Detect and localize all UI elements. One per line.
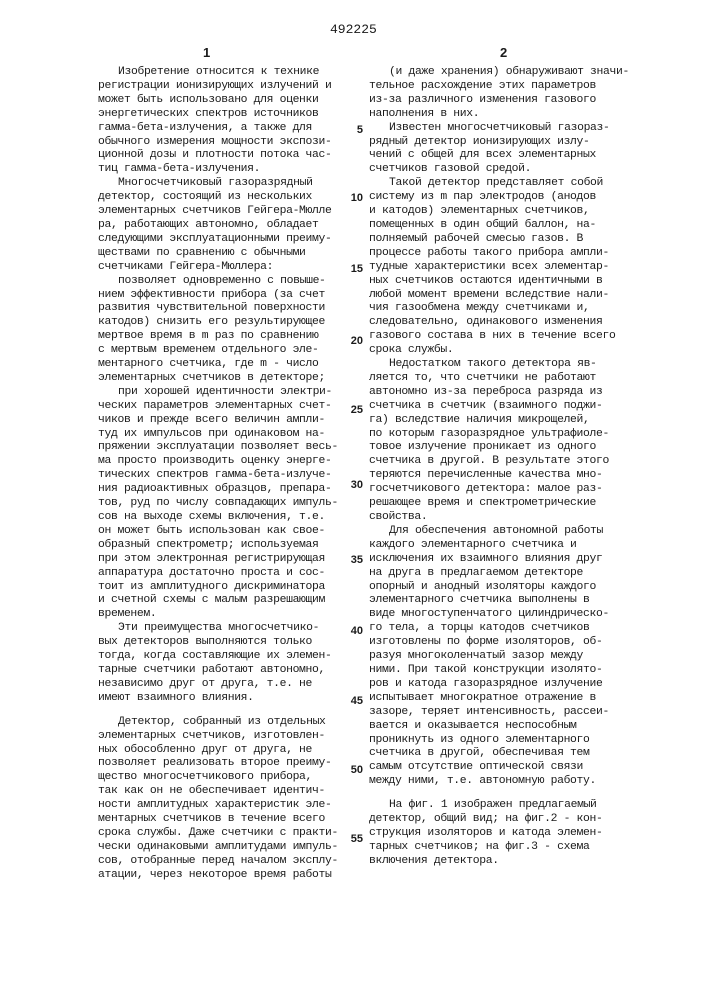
text-line: га) вследствие наличия микрощелей, <box>369 414 629 428</box>
text-line: тиц гамма-бета-излучения. <box>98 163 342 177</box>
text-line: тарные счетчики работают автономно, <box>98 664 342 678</box>
text-line: ними. При такой конструкции изолято- <box>369 664 629 678</box>
text-line: ности амплитудных характеристик эле- <box>98 799 342 813</box>
paragraph <box>98 275 342 386</box>
text-line: ных счетчиков остаются идентичными в <box>369 275 629 289</box>
text-line: развития чувствительной поверхности <box>98 302 342 316</box>
line-number: 40 <box>347 625 363 637</box>
text-line: систему из m пар электродов (анодов <box>369 191 629 205</box>
page-number-right: 2 <box>500 45 507 60</box>
paragraph <box>98 716 342 883</box>
paragraph <box>369 122 629 178</box>
text-line: и катодов) элементарных счетчиков, <box>369 205 629 219</box>
text-line: детектор, общий вид; на фиг.2 - кон- <box>369 813 629 827</box>
line-number: 20 <box>347 335 363 347</box>
text-line: Изобретение относится к технике <box>98 66 342 80</box>
text-line: Известен многосчетчиковый газораз- <box>369 122 629 136</box>
paragraph <box>98 386 342 622</box>
text-line: Для обеспечения автономной работы <box>369 525 629 539</box>
text-line: следующими эксплуатационными преиму- <box>98 233 342 247</box>
text-line: ния радиоактивных образцов, препара- <box>98 483 342 497</box>
text-line: ществами по сравнению с обычными <box>98 247 342 261</box>
text-line: атации, через некоторое время работы <box>98 869 342 883</box>
text-line: позволяет реализовать второе преиму- <box>98 757 342 771</box>
text-line: чия газообмена между счетчиками и, <box>369 302 629 316</box>
text-line: и счетной схемы с малым разрешающим <box>98 594 342 608</box>
text-line: сов на выходе схемы включения, т.е. <box>98 511 342 525</box>
text-line: временем. <box>98 608 342 622</box>
text-line: обычного измерения мощности экспози- <box>98 136 342 150</box>
text-line: тогда, когда составляющие их элемен- <box>98 650 342 664</box>
text-line: ров и катода газоразрядное излучение <box>369 678 629 692</box>
text-line: товое излучение проникает из одного <box>369 441 629 455</box>
text-line: счетчиками Гейгера-Мюллера: <box>98 261 342 275</box>
text-line: разуя многоколенчатый зазор между <box>369 650 629 664</box>
text-line: Детектор, собранный из отдельных <box>98 716 342 730</box>
text-line: самым отсутствие оптической связи <box>369 761 629 775</box>
line-number: 5 <box>347 124 363 136</box>
text-line: ляется то, что счетчики не работают <box>369 372 629 386</box>
paragraph <box>369 177 629 358</box>
text-line: тудные характеристики всех элементар- <box>369 261 629 275</box>
text-line: газового состава в них в течение всего <box>369 330 629 344</box>
text-line: на друга в предлагаемом детекторе <box>369 567 629 581</box>
text-line: так как он не обеспечивает идентич- <box>98 785 342 799</box>
text-line: тов, руд по числу совпадающих импуль- <box>98 497 342 511</box>
text-line: при хорошей идентичности электри- <box>98 386 342 400</box>
text-line: Такой детектор представляет собой <box>369 177 629 191</box>
text-line: (и даже хранения) обнаруживают значи- <box>369 66 629 80</box>
text-line: опорный и анодный изоляторы каждого <box>369 581 629 595</box>
paragraph <box>369 799 629 869</box>
text-line: вается и оказывается неспособным <box>369 720 629 734</box>
text-line: зазоре, теряет интенсивность, рассеи- <box>369 706 629 720</box>
text-line: туд их импульсов при одинаковом на- <box>98 428 342 442</box>
left-text-column <box>98 66 342 883</box>
text-line: виде многоступенчатого цилиндрическо- <box>369 608 629 622</box>
line-number: 45 <box>347 695 363 707</box>
text-line: тарных счетчиков; на фиг.3 - схема <box>369 841 629 855</box>
text-line: независимо друг от друга, т.е. не <box>98 678 342 692</box>
text-line: щество многосчетчикового прибора, <box>98 771 342 785</box>
text-line: с мертвым временем отдельного эле- <box>98 344 342 358</box>
paragraph <box>98 66 342 177</box>
text-line: имеют взаимного влияния. <box>98 692 342 706</box>
line-number: 55 <box>347 833 363 845</box>
text-line: проникнуть из одного элементарного <box>369 734 629 748</box>
text-line: образный спектрометр; используемая <box>98 539 342 553</box>
text-line: чений с общей для всех элементарных <box>369 149 629 163</box>
text-line: счетчиков газовой средой. <box>369 163 629 177</box>
text-line: срока службы. <box>369 344 629 358</box>
text-line: из-за различного изменения газового <box>369 94 629 108</box>
text-line: госчетчикового детектора: малое раз- <box>369 483 629 497</box>
text-line: регистрации ионизирующих излучений и <box>98 80 342 94</box>
paragraph <box>369 358 629 525</box>
text-line: счетчика в другой. В результате этого <box>369 455 629 469</box>
text-line: тельное расхождение этих параметров <box>369 80 629 94</box>
text-line: автономно из-за переброса разряда из <box>369 386 629 400</box>
text-line: ментарного счетчика, где m - число <box>98 358 342 372</box>
text-line: элементарных счетчиков, изготовлен- <box>98 730 342 744</box>
text-line: изготовлены по форме изоляторов, об- <box>369 636 629 650</box>
text-line: процессе работы такого прибора ампли- <box>369 247 629 261</box>
line-number: 15 <box>347 263 363 275</box>
text-line: го тела, а торцы катодов счетчиков <box>369 622 629 636</box>
line-number: 30 <box>347 479 363 491</box>
text-line: следовательно, одинакового изменения <box>369 316 629 330</box>
text-line: тоит из амплитудного дискриминатора <box>98 581 342 595</box>
line-number: 50 <box>347 764 363 776</box>
text-line: позволяет одновременно с повыше- <box>98 275 342 289</box>
page-number-left: 1 <box>203 45 210 60</box>
text-line: На фиг. 1 изображен предлагаемый <box>369 799 629 813</box>
text-line: сов, отобранные перед началом эксплу- <box>98 855 342 869</box>
paragraph <box>98 177 342 274</box>
text-line: чиков и прежде всего величин ампли- <box>98 414 342 428</box>
text-line: ра, работающих автономно, обладает <box>98 219 342 233</box>
text-line: полняемый рабочей смесью газов. В <box>369 233 629 247</box>
text-line: энергетических спектров источников <box>98 108 342 122</box>
text-line: рядный детектор ионизирующих излу- <box>369 136 629 150</box>
text-line: теряются перечисленные качества мно- <box>369 469 629 483</box>
line-number: 10 <box>347 192 363 204</box>
line-number: 35 <box>347 554 363 566</box>
paragraph-gap <box>369 789 629 799</box>
text-line: срока службы. Даже счетчики с практи- <box>98 827 342 841</box>
text-line: элементарных счетчиков Гейгера-Мюлле <box>98 205 342 219</box>
text-line: свойства. <box>369 511 629 525</box>
text-line: элементарных счетчиков в детекторе; <box>98 372 342 386</box>
text-line: счетчика в другой, обеспечивая тем <box>369 747 629 761</box>
text-line: помещенных в один общий баллон, на- <box>369 219 629 233</box>
line-number: 25 <box>347 404 363 416</box>
text-line: между ними, т.е. автономную работу. <box>369 775 629 789</box>
right-text-column <box>369 66 629 869</box>
document-number: 492225 <box>330 22 377 37</box>
text-line: ческих параметров элементарных счет- <box>98 400 342 414</box>
text-line: аппаратура достаточно проста и сос- <box>98 567 342 581</box>
text-line: наполнения в них. <box>369 108 629 122</box>
text-line: вых детекторов выполняются только <box>98 636 342 650</box>
text-line: счетчика в счетчик (взаимного поджи- <box>369 400 629 414</box>
text-line: катодов) снизить его результирующее <box>98 316 342 330</box>
text-line: тических спектров гамма-бета-излуче- <box>98 469 342 483</box>
paragraph-gap <box>98 706 342 716</box>
text-line: испытывает многократное отражение в <box>369 692 629 706</box>
text-line: ных обособленно друг от друга, не <box>98 744 342 758</box>
text-line: любой момент времени вследствие нали- <box>369 289 629 303</box>
text-line: ционной дозы и плотности потока час- <box>98 149 342 163</box>
paragraph <box>369 66 629 122</box>
text-line: мертвое время в m раз по сравнению <box>98 330 342 344</box>
text-line: включения детектора. <box>369 855 629 869</box>
paragraph <box>369 525 629 789</box>
text-line: нием эффективности прибора (за счет <box>98 289 342 303</box>
text-line: каждого элементарного счетчика и <box>369 539 629 553</box>
text-line: гамма-бета-излучения, а также для <box>98 122 342 136</box>
text-line: ма просто производить оценку энерге- <box>98 455 342 469</box>
text-line: детектор, состоящий из нескольких <box>98 191 342 205</box>
text-line: исключения их взаимного влияния друг <box>369 553 629 567</box>
text-line: может быть использовано для оценки <box>98 94 342 108</box>
text-line: решающее время и спектрометрические <box>369 497 629 511</box>
text-line: по которым газоразрядное ультрафиоле- <box>369 428 629 442</box>
text-line: пряжении эксплуатации позволяет весь- <box>98 441 342 455</box>
text-line: струкция изоляторов и катода элемен- <box>369 827 629 841</box>
text-line: чески одинаковыми амплитудами импуль- <box>98 841 342 855</box>
paragraph <box>98 622 342 705</box>
text-line: ментарных счетчиков в течение всего <box>98 813 342 827</box>
text-line: Недостатком такого детектора яв- <box>369 358 629 372</box>
text-line: Эти преимущества многосчетчико- <box>98 622 342 636</box>
text-line: при этом электронная регистрирующая <box>98 553 342 567</box>
text-line: он может быть использован как свое- <box>98 525 342 539</box>
text-line: элементарного счетчика выполнены в <box>369 594 629 608</box>
text-line: Многосчетчиковый газоразрядный <box>98 177 342 191</box>
